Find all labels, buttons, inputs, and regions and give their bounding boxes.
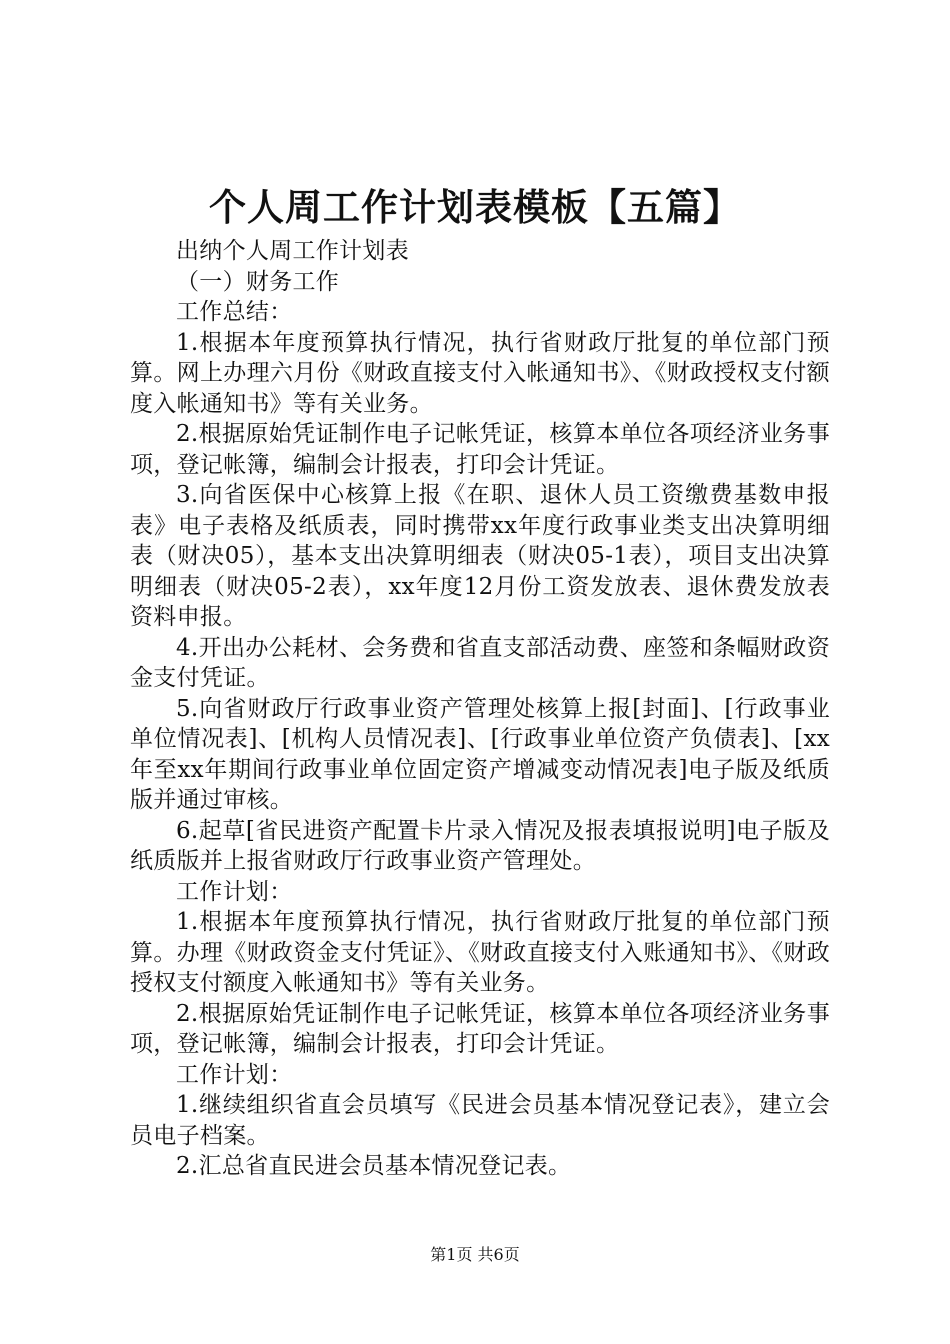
document-title: 个人周工作计划表模板【五篇】 [209, 186, 741, 229]
plan-item-1: 1.根据本年度预算执行情况，执行省财政厅批复的单位部门预算。办理《财政资金支付凭证》、《财政直接支付入账通知书》、《财政授权支付额度入帐通知书》等有关业务。 [130, 909, 830, 996]
plan-item-2: 2.根据原始凭证制作电子记帐凭证，核算本单位各项经济业务事项，登记帐簿，编制会计报表，打印会计凭证。 [130, 1000, 830, 1057]
summary-item-1: 1.根据本年度预算执行情况，执行省财政厅批复的单位部门预算。网上办理六月份《财政直接支付入帐通知书》、《财政授权支付额度入帐通知书》等有关业务。 [130, 329, 830, 417]
plan2-item-1: 1.继续组织省直会员填写《民进会员基本情况登记表》，建立会员电子档案。 [130, 1092, 830, 1149]
summary-item-3: 3.向省医保中心核算上报《在职、退休人员工资缴费基数申报表》电子表格及纸质表，同时携带xx年度行政事业类支出决算明细表（财决05），基本支出决算明细表（财决05-1表），项目支出决算明细表（财决05-2表），xx年度12月份工资发放表、退休费发放表资料申报。 [130, 482, 830, 630]
summary-item-5: 5.向省财政厅行政事业资产管理处核算上报[封面]、[行政事业单位情况表]、[机构人员情况表]、[行政事业单位资产负债表]、[xx年至xx年期间行政事业单位固定资产增减变动情况表]电子版及纸质版并通过审核。 [130, 695, 830, 813]
subsection-heading: （一）财务工作 [176, 268, 340, 295]
section-heading: 出纳个人周工作计划表 [176, 238, 409, 264]
plan-heading-2: 工作计划： [176, 1061, 293, 1088]
plan2-item-2: 2.汇总省直民进会员基本情况登记表。 [176, 1153, 572, 1179]
summary-heading: 工作总结： [176, 299, 293, 325]
summary-item-2: 2.根据原始凭证制作电子记帐凭证，核算本单位各项经济业务事项，登记帐簿，编制会计报表，打印会计凭证。 [130, 421, 830, 478]
summary-item-6: 6.起草[省民进资产配置卡片录入情况及报表填报说明]电子版及纸质版并上报省财政厅行政事业资产管理处。 [130, 817, 830, 874]
summary-item-4: 4.开出办公耗材、会务费和省直支部活动费、座签和条幅财政资金支付凭证。 [130, 634, 830, 691]
document-body [130, 236, 830, 1182]
plan-heading: 工作计划： [176, 878, 293, 905]
page-number-footer: 第1页 共6页 [430, 1245, 520, 1264]
